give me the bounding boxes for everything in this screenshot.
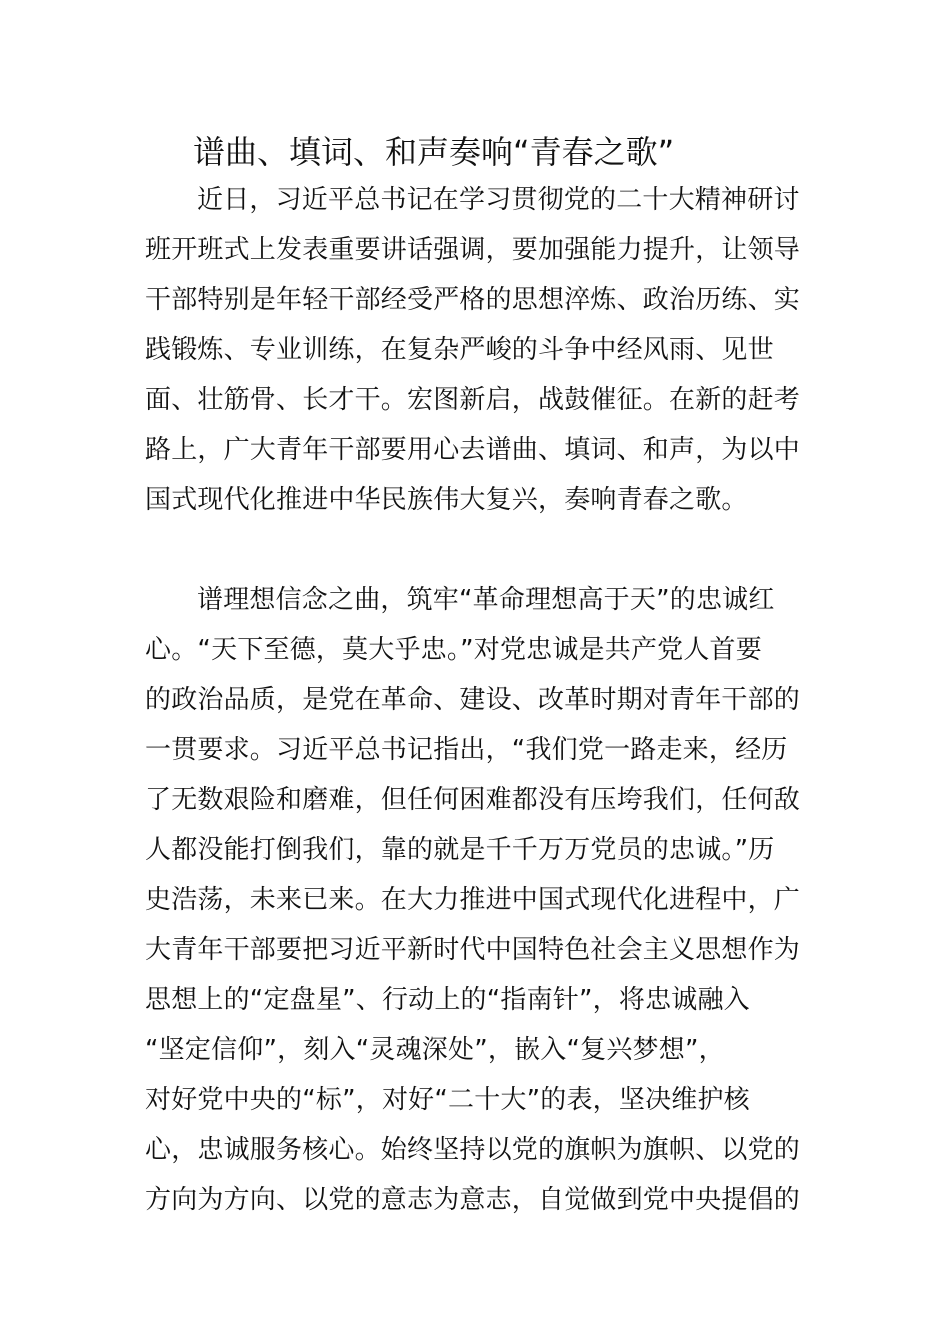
paragraph-line: 近日，习近平总书记在学习贯彻党的二十大精神研讨 — [197, 185, 800, 215]
paragraph-line: 方向为方向、以党的意志为意志，自觉做到党中央提倡的 — [145, 1185, 801, 1215]
paragraph-line: 践锻炼、专业训练，在复杂严峻的斗争中经风雨、见世 — [145, 335, 774, 365]
paragraph-line: 思想上的“定盘星”、行动上的“指南针”，将忠诚融入 — [145, 985, 750, 1015]
paragraph-line: 人都没能打倒我们，靠的就是千千万万党员的忠诚。”历 — [145, 835, 775, 865]
paragraph-line: 的政治品质，是党在革命、建设、改革时期对青年干部的 — [145, 685, 801, 715]
paragraph-line: 班开班式上发表重要讲话强调，要加强能力提升，让领导 — [145, 235, 801, 265]
paragraph-line: 路上，广大青年干部要用心去谱曲、填词、和声，为以中 — [145, 435, 801, 465]
paragraph-line: 心。“天下至德，莫大乎忠。”对党忠诚是共产党人首要 — [145, 635, 762, 665]
paragraph-line: 干部特别是年轻干部经受严格的思想淬炼、政治历练、实 — [145, 285, 801, 315]
paragraph-line: 史浩荡，未来已来。在大力推进中国式现代化进程中，广 — [145, 885, 801, 915]
paragraph-line: 谱理想信念之曲，筑牢“革命理想高于天”的忠诚红 — [197, 585, 775, 615]
paragraph-line: 对好党中央的“标”，对好“二十大”的表，坚决维护核 — [145, 1085, 750, 1115]
paragraph-line: 面、壮筋骨、长才干。宏图新启，战鼓催征。在新的赶考 — [145, 385, 801, 415]
paragraph-line: 了无数艰险和磨难，但任何困难都没有压垮我们，任何敌 — [145, 785, 801, 815]
paragraph-line: 心，忠诚服务核心。始终坚持以党的旗帜为旗帜、以党的 — [145, 1135, 801, 1165]
paragraph-line: 国式现代化推进中华民族伟大复兴，奏响青春之歌。 — [145, 485, 748, 515]
paragraph-line: 一贯要求。习近平总书记指出，“我们党一路走来，经历 — [145, 735, 788, 765]
paragraph-line: “坚定信仰”，刻入“灵魂深处”，嵌入“复兴梦想”， — [145, 1035, 725, 1065]
document-title: 谱曲、填词、和声奏响“青春之歌” — [193, 133, 675, 171]
paragraph-line: 大青年干部要把习近平新时代中国特色社会主义思想作为 — [145, 935, 801, 965]
